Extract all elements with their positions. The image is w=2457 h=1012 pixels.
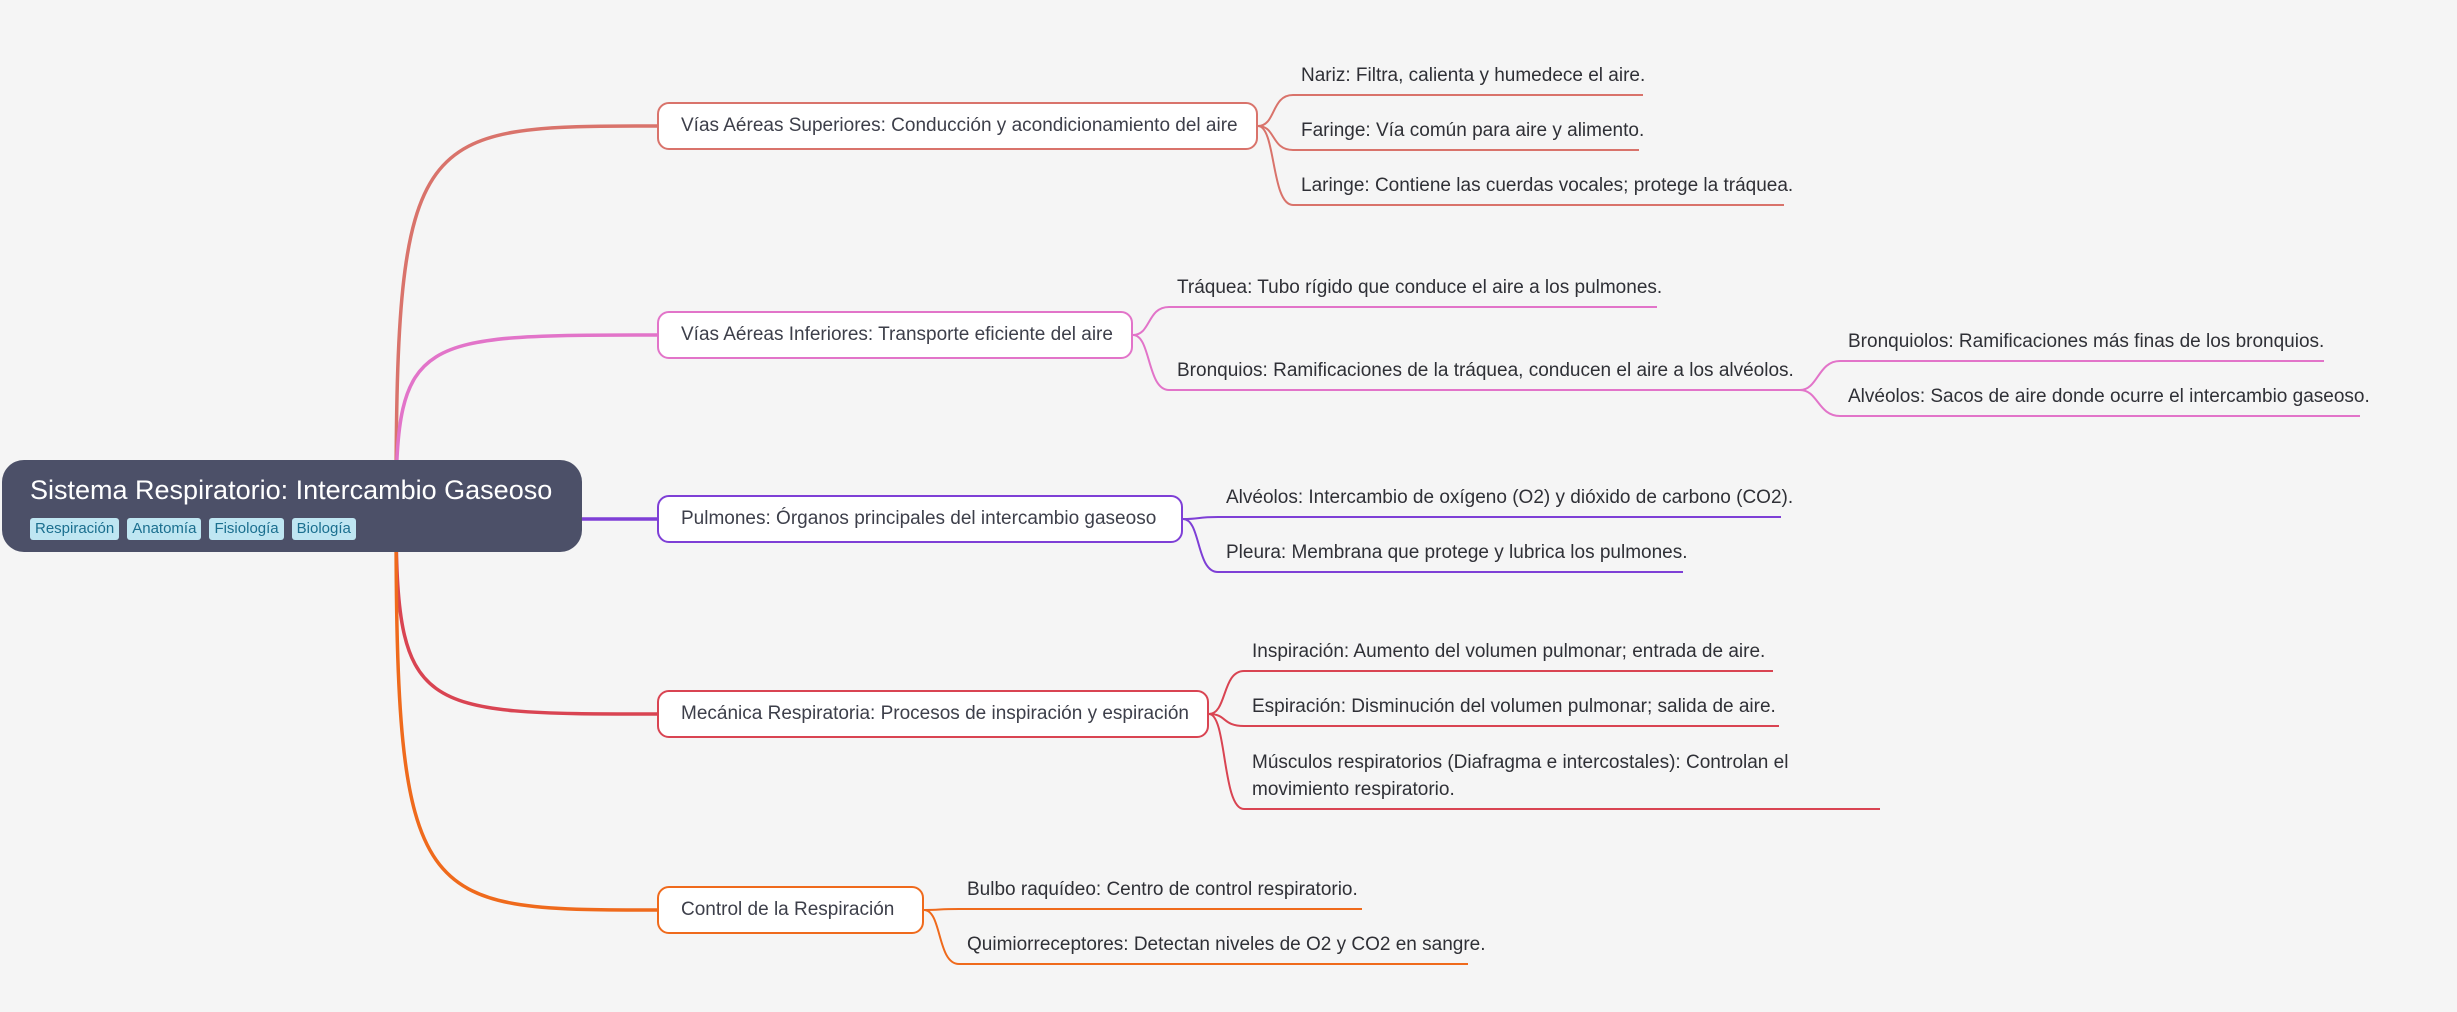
leaf-alveolos-intercambio[interactable]: Alvéolos: Intercambio de oxígeno (O2) y dióxido de carbono (CO2). [1226, 487, 1794, 508]
tag-list [30, 518, 356, 540]
branch-vias-aereas-inferiores[interactable]: Vías Aéreas Inferiores: Transporte eficiente del aire [657, 311, 1133, 359]
root-topic[interactable] [2, 460, 582, 552]
tag-anatomia[interactable]: Anatomía [127, 518, 201, 540]
branch-vias-aereas-superiores[interactable]: Vías Aéreas Superiores: Conducción y acondicionamiento del aire [657, 102, 1258, 150]
leaf-connector [1133, 307, 1657, 335]
leaf-bronquios[interactable]: Bronquios: Ramificaciones de la tráquea, conducen el aire a los alvéolos. [1177, 360, 1794, 381]
leaf-quimiorreceptores[interactable]: Quimiorreceptores: Detectan niveles de O2 y CO2 en sangre. [967, 934, 1486, 955]
tag-biologia[interactable]: Biología [292, 518, 356, 540]
leaf-alveolos-sacos[interactable]: Alvéolos: Sacos de aire donde ocurre el intercambio gaseoso. [1848, 386, 2370, 407]
leaf-traquea[interactable]: Tráquea: Tubo rígido que conduce el aire a los pulmones. [1177, 277, 1663, 298]
tag-respiracion[interactable]: Respiración [30, 518, 119, 540]
leaf-bulbo-raquideo[interactable]: Bulbo raquídeo: Centro de control respiratorio. [967, 879, 1358, 900]
root-title: Sistema Respiratorio: Intercambio Gaseoso [30, 475, 553, 505]
leaf-nariz[interactable]: Nariz: Filtra, calienta y humedece el aire. [1301, 65, 1646, 86]
leaf-musculos-respiratorios[interactable]: Músculos respiratorios (Diafragma e intercostales): Controlan el movimiento respiratorio. [1252, 752, 1789, 800]
leaf-laringe[interactable]: Laringe: Contiene las cuerdas vocales; protege la tráquea. [1301, 175, 1794, 196]
leaf-connector [924, 909, 1362, 910]
leaf-bronquiolos[interactable]: Bronquiolos: Ramificaciones más finas de los bronquios. [1848, 331, 2325, 352]
leaf-pleura[interactable]: Pleura: Membrana que protege y lubrica los pulmones. [1226, 542, 1688, 563]
leaf-connector [1183, 517, 1781, 519]
leaf-espiracion[interactable]: Espiración: Disminución del volumen pulmonar; salida de aire. [1252, 696, 1776, 717]
leaf-inspiracion[interactable]: Inspiración: Aumento del volumen pulmonar; entrada de aire. [1252, 641, 1766, 662]
branch-mecanica-respiratoria[interactable]: Mecánica Respiratoria: Procesos de inspiración y espiración [657, 690, 1209, 738]
branch-control-respiracion[interactable]: Control de la Respiración [657, 886, 924, 934]
tag-fisiologia[interactable]: Fisiología [209, 518, 283, 540]
branch-pulmones[interactable]: Pulmones: Órganos principales del intercambio gaseoso [657, 495, 1183, 543]
leaf-faringe[interactable]: Faringe: Vía común para aire y alimento. [1301, 120, 1645, 141]
root-branch-connector [396, 126, 657, 510]
